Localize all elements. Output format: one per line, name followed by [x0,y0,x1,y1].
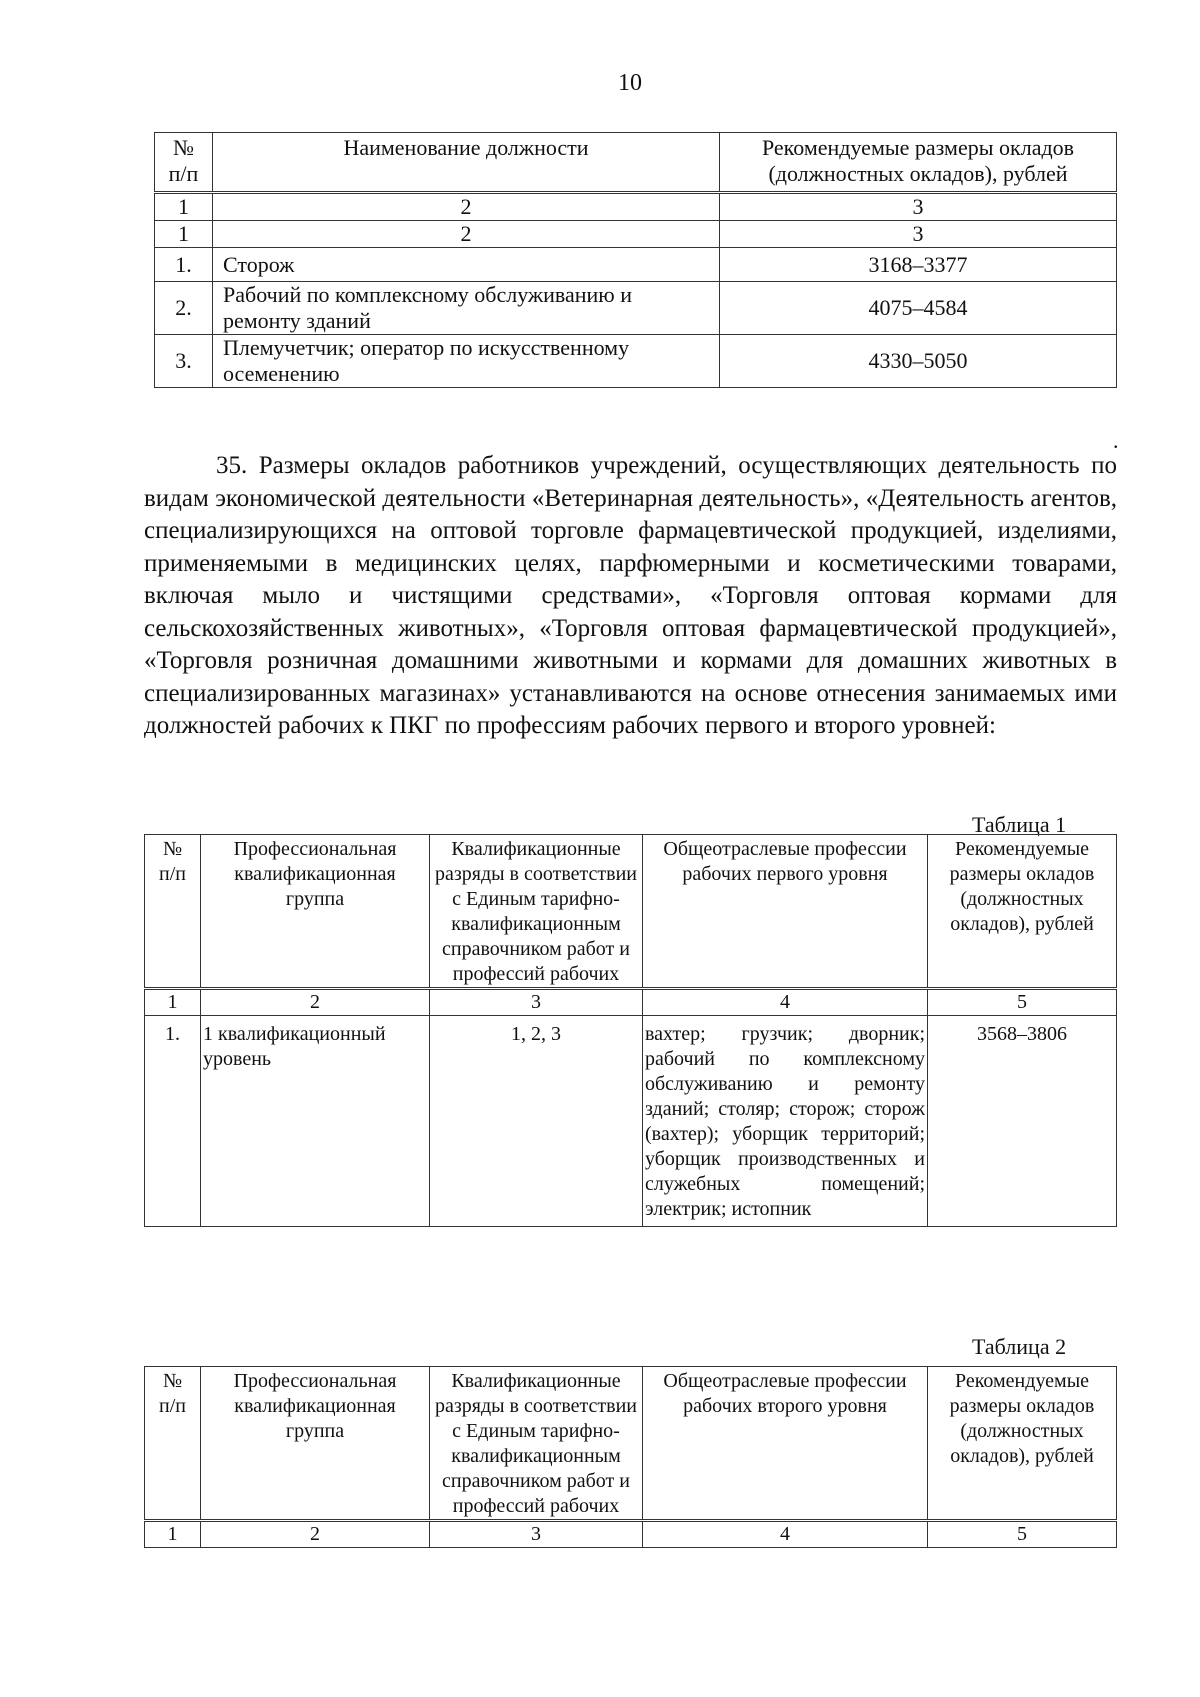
header-professions: Общеотраслевые профессии рабочих второго уровня [643,1367,928,1521]
table-1 [144,834,1117,1227]
header-number: № п/п [145,1367,201,1521]
salary-range: 4330–5050 [720,335,1117,388]
header-group: Профессиональная квалификационная группа [201,1367,430,1521]
header-grades: Квалификационные разряды в соответствии с Единым тарифно-квалификационным справочником работ и профессий рабочих [430,835,643,989]
salary-range: 4075–4584 [720,282,1117,335]
table-index-row [145,1521,1117,1548]
table-header-row [145,835,1117,989]
header-salary: Рекомендуемые размеры окладов (должностных окладов), рублей [928,835,1117,989]
index-cell: 5 [928,989,1117,1016]
header-group: Профессиональная квалификационная группа [201,835,430,989]
row-number: 3. [155,335,213,388]
index-cell: 1 [145,1521,201,1548]
table-row [155,282,1117,335]
professions-list: вахтер; грузчик; дворник; рабочий по комплексному обслуживанию и ремонту зданий; столяр; сторож; сторож (вахтер); уборщик территорий; уборщик производственных и служебных помещений; электрик; истопник [643,1016,928,1227]
page-number: 10 [618,70,642,96]
header-salary: Рекомендуемые размеры окладов (должностных окладов), рублей [928,1367,1117,1521]
position-name: Племучетчик; оператор по искусственному осеменению [213,335,720,388]
row-number: 1. [155,248,213,282]
paragraph-35 [144,450,1117,743]
table-row [155,248,1117,282]
table-index-row [155,193,1117,221]
table-header-row [145,1367,1117,1521]
index-cell: 4 [643,1521,928,1548]
header-number: № п/п [155,133,213,193]
salary-range: 3168–3377 [720,248,1117,282]
header-position-name: Наименование должности [213,133,720,193]
row-number: 2. [155,282,213,335]
trailing-mark: . [1113,428,1119,453]
table-row [155,335,1117,388]
table-index-row [145,989,1117,1016]
index-cell: 5 [928,1521,1117,1548]
position-name: Сторож [213,248,720,282]
salary-range: 3568–3806 [928,1016,1117,1227]
index-cell: 1 [145,989,201,1016]
qualification-grades: 1, 2, 3 [430,1016,643,1227]
row-number: 1. [145,1016,201,1227]
paragraph-35-text: 35. Размеры окладов работников учреждений, осуществляющих деятельность по видам экономической деятельности «Ветеринарная деятельность», «Деятельность агентов, специализирующихся на оптовой торговле фармацевтической продукцией, изделиями, применяемыми в медицинских целях, парфюмерными и косметическими товарами, включая мыло и чистящими средствами», «Торговля оптовая кормами для сельскохозяйственных животных», «Торговля оптовая фармацевтической продукцией», «Торговля розничная домашними животными и кормами для домашних животных в специализированных магазинах» устанавливаются на основе отнесения занимаемых ими должностей рабочих к ПКГ по профессиям рабочих первого и второго уровней: [144,452,1117,739]
table-1-caption: Таблица 1 [972,812,1067,837]
index-cell: 4 [643,989,928,1016]
index-cell: 1 [155,221,213,248]
table-row [145,1016,1117,1227]
table-2-caption: Таблица 2 [972,1334,1067,1359]
index-cell: 2 [213,193,720,221]
header-number: № п/п [145,835,201,989]
index-cell: 3 [720,221,1117,248]
position-name: Рабочий по комплексному обслуживанию и ремонту зданий [213,282,720,335]
positions-table [154,132,1117,388]
index-cell: 2 [201,989,430,1016]
table-2 [144,1366,1117,1548]
index-cell: 1 [155,193,213,221]
index-cell: 2 [213,221,720,248]
header-grades: Квалификационные разряды в соответствии с Единым тарифно-квалификационным справочником работ и профессий рабочих [430,1367,643,1521]
table-index-row [155,221,1117,248]
qualification-group: 1 квалификационный уровень [201,1016,430,1227]
index-cell: 3 [430,1521,643,1548]
header-professions: Общеотраслевые профессии рабочих первого уровня [643,835,928,989]
header-salary: Рекомендуемые размеры окладов (должностных окладов), рублей [720,133,1117,193]
index-cell: 2 [201,1521,430,1548]
index-cell: 3 [720,193,1117,221]
table-header-row [155,133,1117,193]
index-cell: 3 [430,989,643,1016]
